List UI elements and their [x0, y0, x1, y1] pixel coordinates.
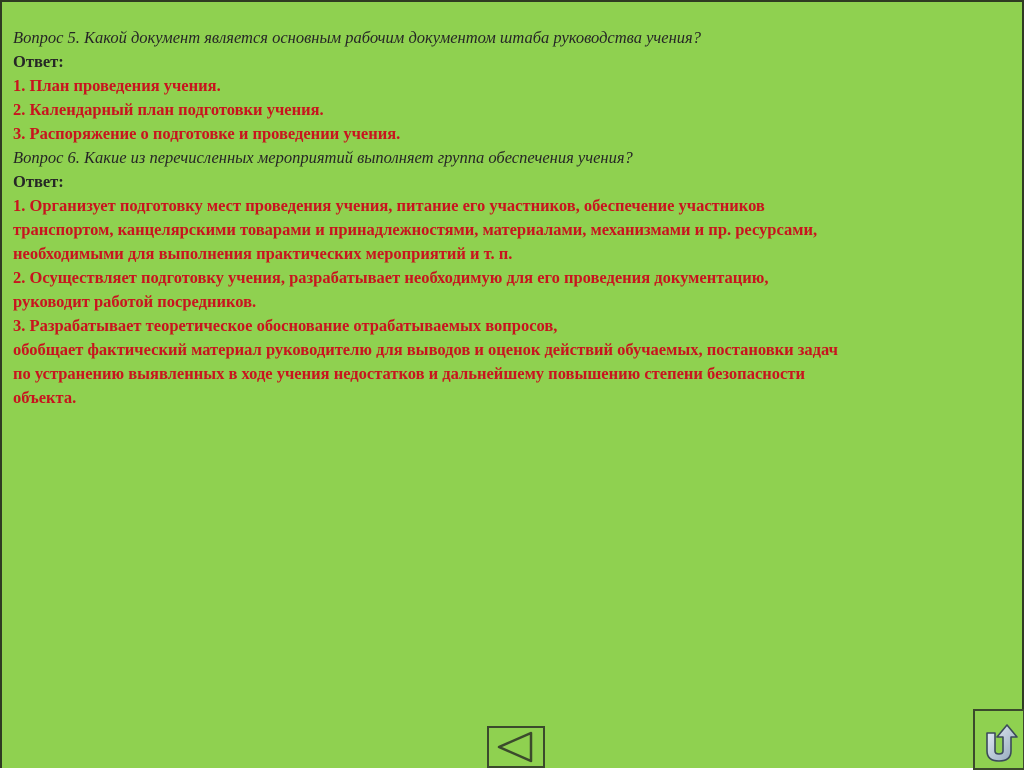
answer-6-line-3: необходимыми для выполнения практических мероприятий и т. п. [13, 244, 513, 263]
answer-6-line-7: обобщает фактический материал руководителю для выводов и оценок действий обучаемых, постановки задач [13, 340, 838, 359]
answer-6-label: Ответ: [13, 172, 64, 191]
answer-6-line-9: объекта. [13, 388, 77, 407]
answer-5-line-2: 2. Календарный план подготовки учения. [13, 100, 324, 119]
slide-content [13, 26, 1018, 410]
answer-6-line-2: транспортом, канцелярскими товарами и принадлежностями, материалами, механизмами и пр. ресурсами, [13, 220, 818, 239]
back-button[interactable] [487, 726, 545, 768]
question-6: Вопрос 6. Какие из перечисленных мероприятий выполняет группа обеспечения учения? [13, 148, 633, 167]
answer-6-line-8: по устранению выявленных в ходе учения недостатков и дальнейшему повышению степени безопасности [13, 364, 805, 383]
answer-6-line-6: 3. Разрабатывает теоретическое обоснование отрабатываемых вопросов, [13, 316, 558, 335]
answer-6-line-4: 2. Осуществляет подготовку учения, разрабатывает необходимую для его проведения документацию, [13, 268, 769, 287]
answer-6-line-1: 1. Организует подготовку мест проведения учения, питание его участников, обеспечение участников [13, 196, 765, 215]
answer-5-line-1: 1. План проведения учения. [13, 76, 221, 95]
answer-5-label: Ответ: [13, 52, 64, 71]
answer-6-line-5: руководит работой посредников. [13, 292, 257, 311]
answer-5-line-3: 3. Распоряжение о подготовке и проведении учения. [13, 124, 401, 143]
u-turn-arrow-icon [975, 711, 1023, 768]
question-5: Вопрос 5. Какой документ является основным рабочим документом штаба руководства учения? [13, 28, 701, 47]
return-button[interactable] [973, 709, 1024, 770]
triangle-left-icon [489, 728, 543, 766]
